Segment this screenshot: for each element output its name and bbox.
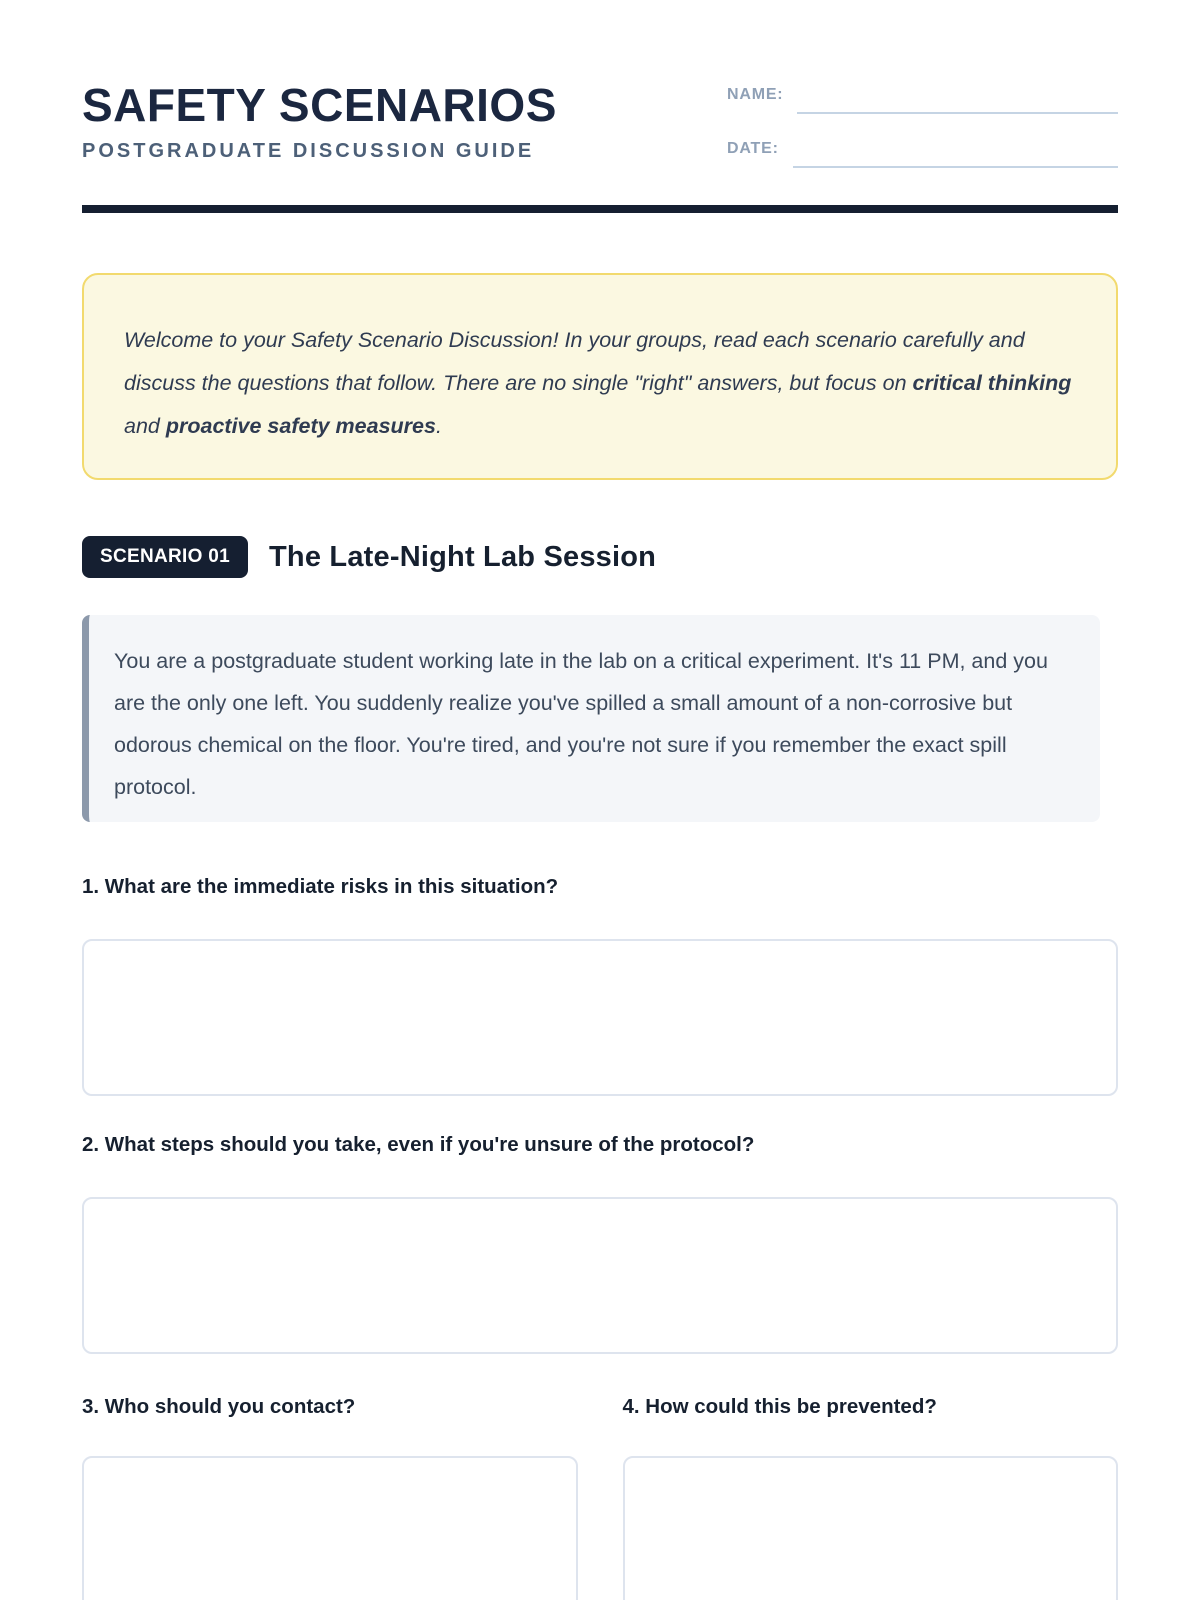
intro-text: Welcome to your Safety Scenario Discussion! In your groups, read each scenario carefully and discuss the questions that follow. There are no single "right" answers, but focus on critical thinking and proactive safety measures.: [124, 328, 1072, 438]
scenario-badge: SCENARIO 01: [82, 536, 248, 578]
intro-callout: [82, 273, 1118, 480]
date-input-line[interactable]: [793, 140, 1118, 168]
name-label: NAME:: [727, 86, 784, 103]
scenario-header: [82, 536, 1118, 578]
scenario-description: You are a postgraduate student working late in the lab on a critical experiment. It's 11 PM, and you are the only one left. You suddenly realize you've spilled a small amount of a non-corrosive but odorous chemical on the floor. You're tired, and you're not sure if you remember the exact spill protocol.: [114, 649, 1048, 799]
question-2-answer-box[interactable]: [82, 1197, 1118, 1354]
question-4-answer-box[interactable]: [623, 1456, 1119, 1600]
name-input-line[interactable]: [797, 86, 1118, 114]
questions-3-4-row: [82, 1394, 1118, 1600]
scenario-description-box: [82, 615, 1100, 822]
question-3-block: [82, 1394, 578, 1600]
name-date-fields: [727, 86, 1118, 168]
question-3-answer-box[interactable]: [82, 1456, 578, 1600]
question-4-block: [623, 1394, 1119, 1600]
name-field: [727, 86, 1118, 114]
header: [82, 80, 1118, 168]
page-title: SAFETY SCENARIOS: [82, 79, 557, 131]
page-subtitle: POSTGRADUATE DISCUSSION GUIDE: [82, 139, 535, 162]
question-2-label: 2. What steps should you take, even if you're unsure of the protocol?: [82, 1133, 755, 1156]
date-label: DATE:: [727, 140, 779, 157]
question-1-label: 1. What are the immediate risks in this situation?: [82, 875, 559, 898]
header-divider: [82, 205, 1118, 213]
question-3-label: 3. Who should you contact?: [82, 1395, 356, 1418]
date-field: [727, 140, 1118, 168]
scenario-title: The Late-Night Lab Session: [269, 540, 657, 573]
header-titles: [82, 80, 557, 163]
question-4-label: 4. How could this be prevented?: [622, 1395, 937, 1418]
question-1-answer-box[interactable]: [82, 939, 1118, 1096]
